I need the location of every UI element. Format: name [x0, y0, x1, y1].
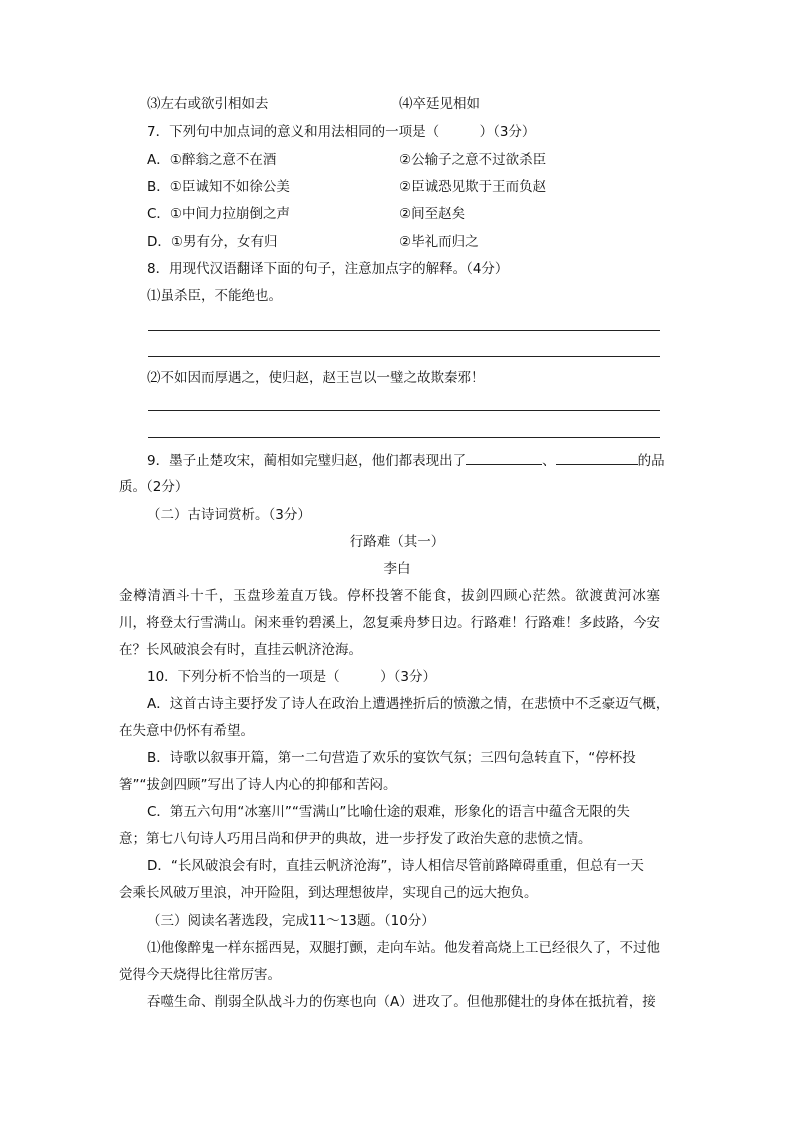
q7-option-a2: ②公输子之意不过欲杀臣 [399, 152, 547, 168]
q8-sentence-1: ⑴虽杀臣，不能绝也。 [147, 288, 282, 304]
q9-separator: 、 [542, 453, 556, 469]
q10-option-c: C．第五六句用“冰塞川”“雪满山”比喻仕途的艰难，形象化的语言中蕴含无限的失 [147, 804, 630, 820]
q10-option-b: B．诗歌以叙事开篇，第一二句营造了欢乐的宴饮气氛；三四句急转直下，“停杯投 [147, 750, 636, 766]
answer-line [148, 330, 660, 331]
q7-stem: 7．下列句中加点词的意义和用法相同的一项是（ ）（3分） [147, 124, 536, 140]
answer-blank [466, 451, 542, 465]
q7-option-c2: ②间至赵矣 [399, 206, 466, 222]
poem-line: 在？长风破浪会有时，直挂云帆济沧海。 [119, 642, 362, 658]
q8-stem: 8．用现代汉语翻译下面的句子，注意加点字的解释。（4分） [147, 261, 509, 277]
q7-option-a1: A．①醉翁之意不在酒 [147, 152, 277, 168]
q7-option-d1: D．①男有分，女有归 [147, 234, 278, 250]
excerpt-para-1-cont: 觉得今天烧得比往常厉害。 [119, 967, 281, 983]
poem-title: 行路难（其一） [349, 534, 445, 550]
q9-line-1 [147, 451, 665, 470]
q8-sentence-2: ⑵不如因而厚遇之，使归赵，赵王岂以一璧之故欺秦邪！ [147, 370, 485, 386]
q10-option-a-cont: 在失意中仍怀有希望。 [119, 723, 254, 739]
q9-line-2: 质。（2分） [119, 479, 189, 495]
q9-text-2: 的品 [637, 453, 665, 469]
poem-line: 川，将登太行雪满山。闲来垂钓碧溪上，忽复乘舟梦日边。行路难！行路难！多歧路，今安 [119, 615, 660, 631]
q10-stem: 10．下列分析不恰当的一项是（ ）（3分） [147, 669, 437, 685]
q7-option-b1: B．①臣诚知不如徐公美 [147, 179, 290, 195]
answer-line [148, 356, 660, 357]
q10-option-a: A．这首古诗主要抒发了诗人在政治上遭遇挫折后的愤激之情，在悲愤中不乏豪迈气概， [147, 696, 670, 712]
poem-line: 金樽清酒斗十千，玉盘珍羞直万钱。停杯投箸不能食，拔剑四顾心茫然。欲渡黄河冰塞 [119, 588, 660, 604]
section-3-heading: （三）阅读名著选段，完成11～13题。（10分） [147, 913, 435, 929]
excerpt-para-2: 吞噬生命、削弱全队战斗力的伤寒也向（A）进攻了。但他那健壮的身体在抵抗着，接 [147, 994, 656, 1010]
q10-option-d: D．“长风破浪会有时，直挂云帆济沧海”，诗人相信尽管前路障碍重重，但总有一天 [147, 858, 644, 874]
q7-option-c1: C．①中间力拉崩倒之声 [147, 206, 291, 222]
q10-option-b-cont: 箸”“拔剑四顾”写出了诗人内心的抑郁和苦闷。 [119, 777, 397, 793]
answer-line [148, 437, 660, 438]
poem-author: 李白 [383, 561, 411, 577]
q6-option-3: ⑶左右或欲引相如去 [147, 96, 269, 112]
q7-option-d2: ②毕礼而归之 [399, 234, 479, 250]
q7-option-b2: ②臣诚恐见欺于王而负赵 [399, 179, 547, 195]
excerpt-para-1: ⑴他像醉鬼一样东摇西晃，双腿打颤，走向车站。他发着高烧上工已经很久了，不过他 [147, 940, 660, 956]
q6-option-4: ⑷卒廷见相如 [399, 96, 480, 112]
q9-text-1: 9．墨子止楚攻宋，蔺相如完璧归赵，他们都表现出了 [147, 453, 467, 469]
q10-option-c-cont: 意；第七八句诗人巧用吕尚和伊尹的典故，进一步抒发了政治失意的悲愤之情。 [119, 831, 592, 847]
section-2-heading: （二）古诗词赏析。（3分） [147, 507, 311, 523]
answer-blank [556, 451, 638, 465]
answer-line [148, 410, 660, 411]
q10-option-d-cont: 会乘长风破万里浪，冲开险阻，到达理想彼岸，实现自己的远大抱负。 [119, 885, 538, 901]
